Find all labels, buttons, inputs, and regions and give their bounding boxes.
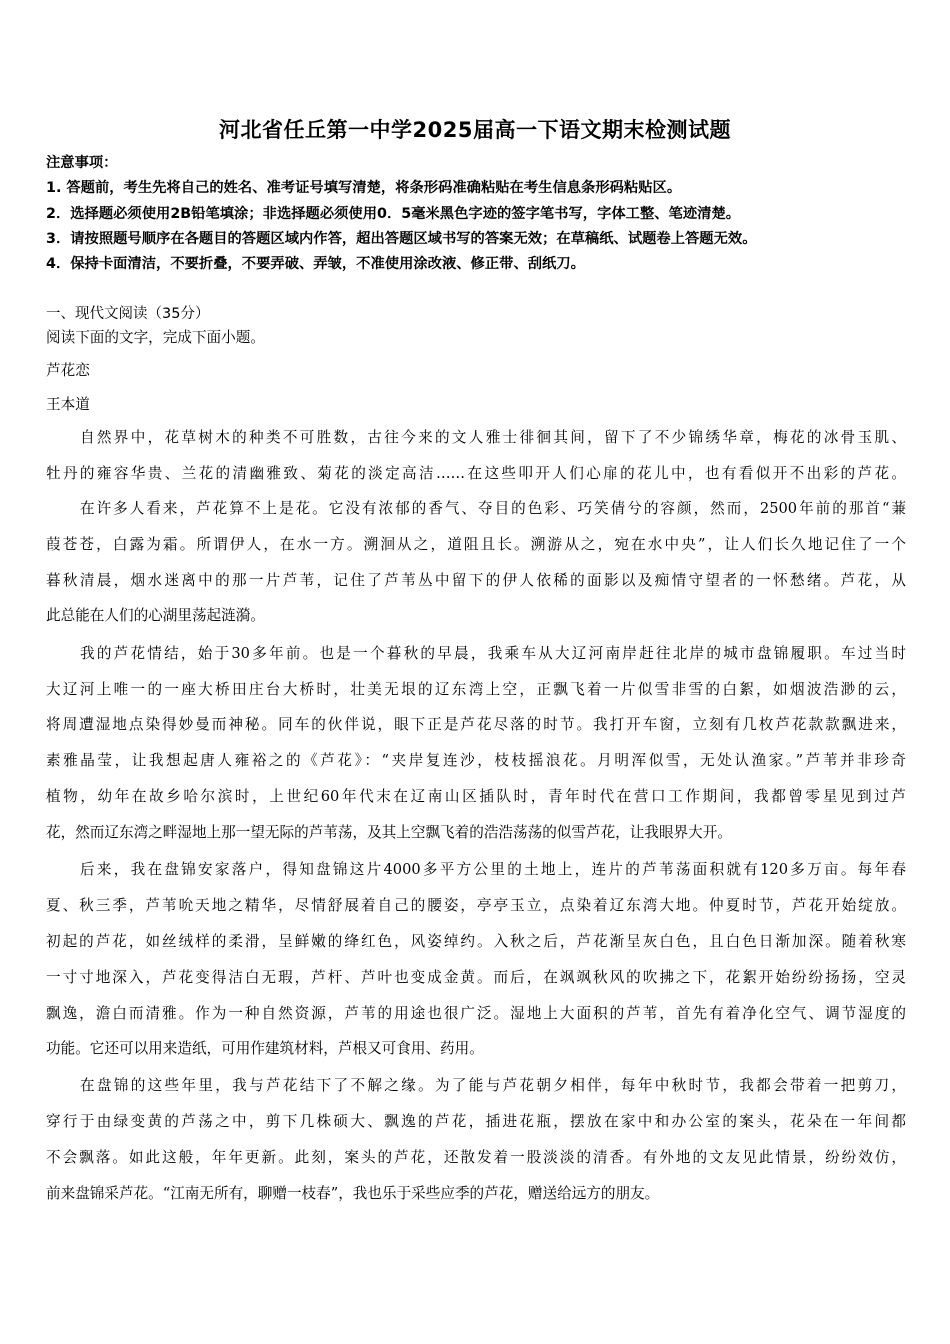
article-line: 素雅晶莹，让我想起唐人雍裕之的《芦花》：“夹岸复连沙，枝枝摇浪花。月明浑似雪，无处认渔家。”芦苇并非珍奇 [46, 752, 906, 769]
notice-item-4: 4．保持卡面清洁，不要折叠，不要弄破、弄皱，不准使用涂改液、修正带、刮纸刀。 [46, 256, 585, 272]
article-line: 在许多人看来，芦花算不上是花。它没有浓郁的香气、夺目的色彩、巧笑倩兮的容颜，然而，2500年前的那首“蒹 [80, 500, 906, 517]
article-line: 前来盘锦采芦花。“江南无所有，聊赠一枝春”，我也乐于采些应季的芦花，赠送给远方的朋友。 [46, 1185, 660, 1202]
article-line: 飘逸，澹白而清雅。作为一种自然资源，芦苇的用途也很广泛。湿地上大面积的芦苇，首先有着净化空气、调节湿度的 [46, 1005, 906, 1022]
article-line: 牡丹的雍容华贵、兰花的清幽雅致、菊花的淡定高洁……在这些叩开人们心扉的花儿中，也有看似开不出彩的芦花。 [46, 465, 906, 482]
notice-item-1: 1. 答题前，考生先将自己的姓名、准考证号填写清楚，将条形码准确粘贴在考生信息条形码粘贴区。 [46, 180, 682, 196]
article-line: 植物，幼年在故乡哈尔滨时，上世纪60年代末在辽南山区插队时，青年时代在营口工作期间，我都曾零星见到过芦 [46, 788, 906, 805]
article-line: 将周遭湿地点染得妙曼而神秘。同车的伙伴说，眼下正是芦花尽落的时节。我打开车窗，立刻有几枚芦花款款飘进来， [46, 716, 906, 733]
section-heading: 一、现代文阅读（35分） [46, 306, 210, 322]
article-line: 初起的芦花，如丝绒样的柔滑，呈鲜嫩的绛红色，风姿绰约。入秋之后，芦花渐呈灰白色，且白色日渐加深。随着秋寒 [46, 933, 906, 950]
notice-item-3: 3．请按照题号顺序在各题目的答题区域内作答，超出答题区域书写的答案无效；在草稿纸、试题卷上答题无效。 [46, 231, 757, 247]
article-line: 暮秋清晨，烟水迷离中的那一片芦苇，记住了芦苇丛中留下的伊人依稀的面影以及痴情守望者的一怀愁绪。芦花，从 [46, 572, 906, 589]
article-line: 花，然而辽东湾之畔湿地上那一望无际的芦苇荡，及其上空飘飞着的浩浩荡荡的似雪芦花，让我眼界大开。 [46, 824, 732, 841]
article-line: 在盘锦的这些年里，我与芦花结下了不解之缘。为了能与芦花朝夕相伴，每年中秋时节，我都会带着一把剪刀， [80, 1077, 906, 1094]
article-line: 功能。它还可以用来造纸，可用作建筑材料，芦根又可食用、药用。 [46, 1040, 484, 1057]
article-title: 芦花恋 [46, 362, 90, 379]
exam-title: 河北省任丘第一中学2025届高一下语文期末检测试题 [219, 118, 731, 142]
article-line: 不会飘落。如此这般，年年更新。此刻，案头的芦花，还散发着一股淡淡的清香。有外地的文友见此情景，纷纷效仿， [46, 1149, 906, 1166]
notice-heading: 注意事项： [46, 155, 118, 171]
article-line: 葭苍苍，白露为霜。所谓伊人，在水一方。溯洄从之，道阻且长。溯游从之，宛在水中央”，让人们长久地记住了一个 [46, 536, 906, 553]
article-line: 我的芦花情结，始于30多年前。也是一个暮秋的早晨，我乘车从大辽河南岸赶往北岸的城市盘锦履职。车过当时 [80, 645, 906, 662]
article-line: 一寸寸地深入，芦花变得洁白无瑕，芦杆、芦叶也变成金黄。而后，在飒飒秋风的吹拂之下，花絮开始纷纷扬扬，空灵 [46, 969, 906, 986]
article-line: 自然界中，花草树木的种类不可胜数，古往今来的文人雅士徘徊其间，留下了不少锦绣华章，梅花的冰骨玉肌、 [80, 429, 906, 446]
article-author: 王本道 [46, 396, 90, 413]
notice-item-2: 2．选择题必须使用2B铅笔填涂；非选择题必须使用0．5毫米黑色字迹的签字笔书写，字体工整、笔迹清楚。 [46, 206, 741, 222]
article-line: 夏、秋三季，芦苇吮天地之精华，尽情舒展着自己的腰姿，亭亭玉立，点染着辽东湾大地。仲夏时节，芦花开始绽放。 [46, 897, 906, 914]
article-line: 穿行于由绿变黄的芦荡之中，剪下几株硕大、飘逸的芦花，插进花瓶，摆放在家中和办公室的案头，花朵在一年间都 [46, 1113, 906, 1130]
section-instruction: 阅读下面的文字，完成下面小题。 [46, 329, 265, 346]
article-line: 此总能在人们的心湖里荡起涟漪。 [46, 607, 265, 624]
article-line: 大辽河上唯一的一座大桥田庄台大桥时，壮美无垠的辽东湾上空，正飘飞着一片似雪非雪的白絮，如烟波浩渺的云， [46, 681, 906, 698]
article-line: 后来，我在盘锦安家落户，得知盘锦这片4000多平方公里的土地上，连片的芦苇荡面积就有120多万亩。每年春 [80, 861, 906, 878]
